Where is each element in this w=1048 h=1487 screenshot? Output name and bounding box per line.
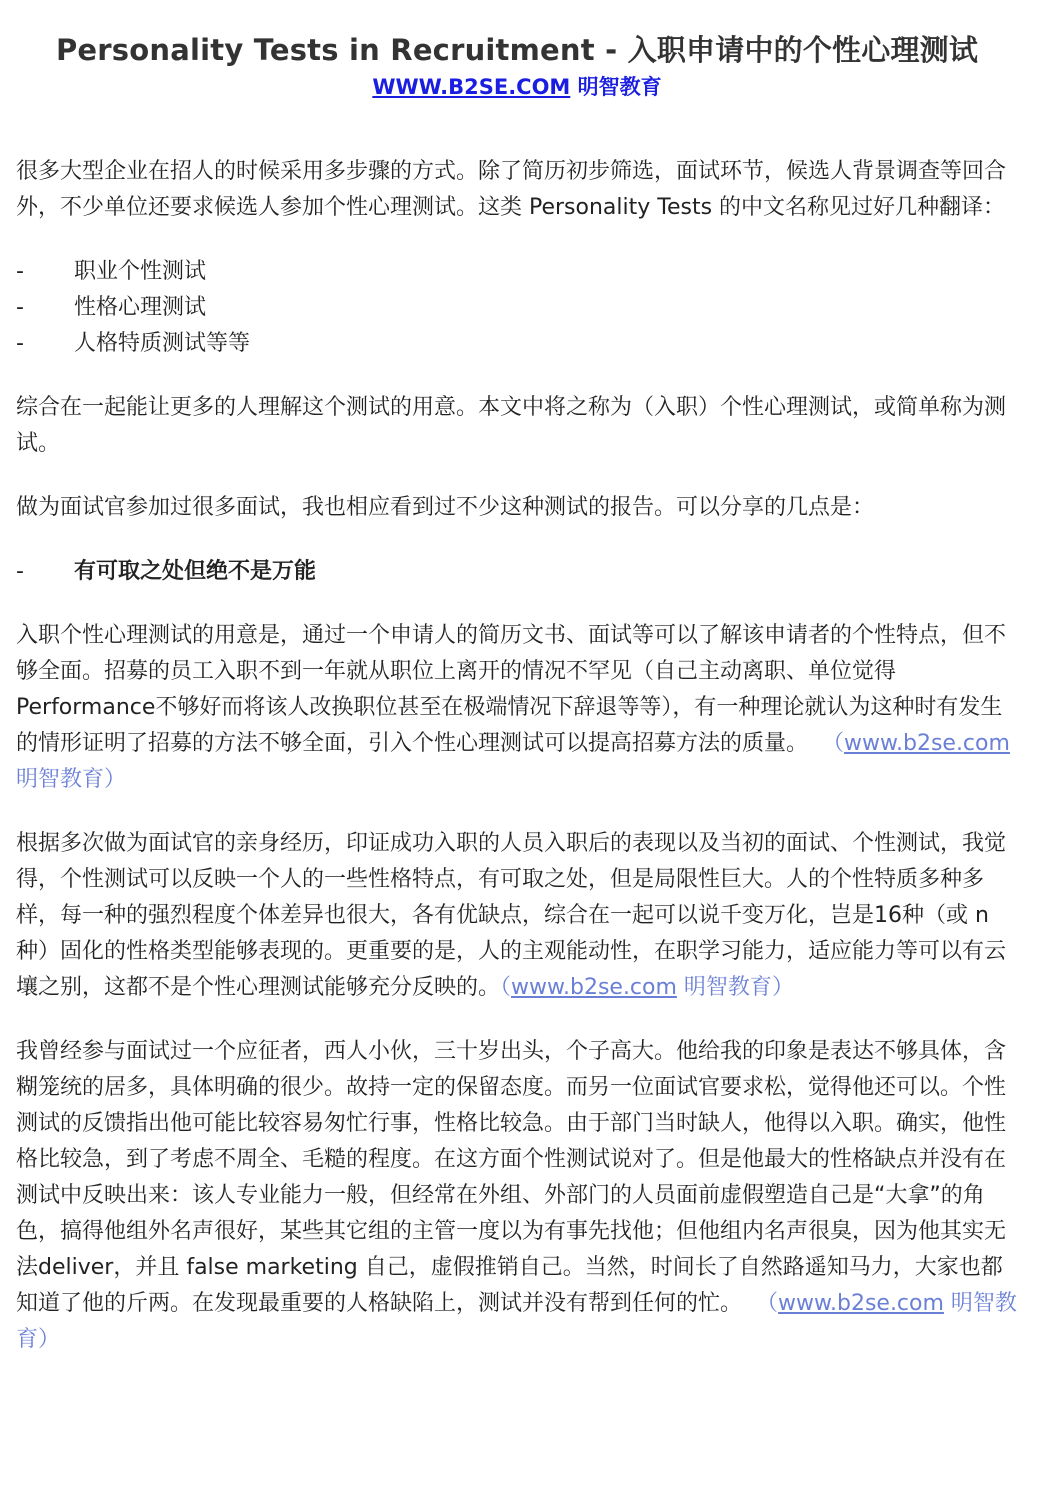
summary-paragraph: 综合在一起能让更多的人理解这个测试的用意。本文中将之称为（入职）个性心理测试，或简单称为测试。 [16,395,1007,456]
list-item-text: 人格特质测试等等 [74,331,251,356]
translation-list [16,254,1018,362]
citation-link[interactable]: www.b2se.com [778,1291,944,1316]
site-subtitle [16,72,1018,102]
citation-close: ） [38,1327,61,1352]
citation-close: ） [104,767,127,792]
paragraph-text: 根据多次做为面试官的亲身经历，印证成功入职的人员入职后的表现以及当初的面试、个性测试，我觉得，个性测试可以反映一个人的一些性格特点，有可取之处，但是局限性巨大。人的个性特质多种多样，每一种的强烈程度个体差异也很大，各有优缺点，综合在一起可以说千变万化，岂是16种（或 n 种）固化的性格类型能够表现的。更重要的是，人的主观能动性，在职学习能力，适应能力等可以有云壤之别，这都不是个性心理测试能够充分反映的。 [16,831,1007,1000]
list-item [16,254,1018,290]
list-item-text: 性格心理测试 [74,295,207,320]
heading-dash: - [16,559,24,584]
section-heading-text: 有可取之处但绝不是万能 [74,559,317,584]
list-item [16,326,1018,362]
citation-open: （ [500,975,512,1000]
source-citation [500,975,794,1000]
list-dash: - [16,295,24,320]
body-paragraph-2 [16,826,1018,1006]
paragraph-text: 入职个性心理测试的用意是，通过一个申请人的简历文书、面试等可以了解该申请者的个性特点，但不够全面。招募的员工入职不到一年就从职位上离开的情况不罕见（自己主动离职、单位觉得Performance不够好而将该人改换职位甚至在极端情况下辞退等等），有一种理论就认为这种时有发生的情形证明了招募的方法不够全面，引入个性心理测试可以提高招募方法的质量。 [16,623,1007,756]
intro-paragraph: 很多大型企业在招人的时候采用多步骤的方式。除了简历初步筛选，面试环节，候选人背景调查等回合外，不少单位还要求候选人参加个性心理测试。这类 Personality Tests 的中文名称见过好几种翻译： [16,159,1007,220]
list-dash: - [16,259,24,284]
page-title: Personality Tests in Recruitment - 入职申请中的个性心理测试 [55,33,979,67]
citation-brand: 明智教育 [16,1291,1017,1352]
site-link[interactable]: WWW.B2SE.COM [372,75,571,99]
citation-brand: 明智教育 [676,975,772,1000]
citation-close: ） [771,975,794,1000]
body-paragraph-3 [16,1034,1018,1358]
citation-link[interactable]: www.b2se.com [844,731,1010,756]
body-paragraph-1 [16,618,1018,798]
citation-brand: 明智教育 [16,767,105,792]
citation-open: （ [822,731,845,756]
citation-link[interactable]: www.b2se.com [511,975,677,1000]
list-dash: - [16,331,24,356]
paragraph-text: 我曾经参与面试过一个应征者，西人小伙，三十岁出头，个子高大。他给我的印象是表达不够具体，含糊笼统的居多，具体明确的很少。故持一定的保留态度。而另一位面试官要求松，觉得他还可以。个性测试的反馈指出他可能比较容易匆忙行事，性格比较急。由于部门当时缺人，他得以入职。确实，他性格比较急，到了考虑不周全、毛糙的程度。在这方面个性测试说对了。但是他最大的性格缺点并没有在测试中反映出来：该人专业能力一般，但经常在外组、外部门的人员面前虚假塑造自己是“大拿”的角色，搞得他组外名声很好，某些其它组的主管一度以为有事先找他；但他组内名声很臭，因为他其实无法deliver，并且 false marketing 自己，虚假推销自己。当然，时间长了自然路遥知马力，大家也都知道了他的斤两。在发现最重要的人格缺陷上，测试并没有帮到任何的忙。 [16,1039,1007,1316]
experience-paragraph: 做为面试官参加过很多面试，我也相应看到过不少这种测试的报告。可以分享的几点是： [16,495,875,520]
article-body [16,154,1018,1358]
list-item [16,290,1018,326]
site-brand: 明智教育 [577,75,662,99]
section-heading [16,554,1018,590]
citation-open: （ [756,1291,779,1316]
list-item-text: 职业个性测试 [74,259,207,284]
